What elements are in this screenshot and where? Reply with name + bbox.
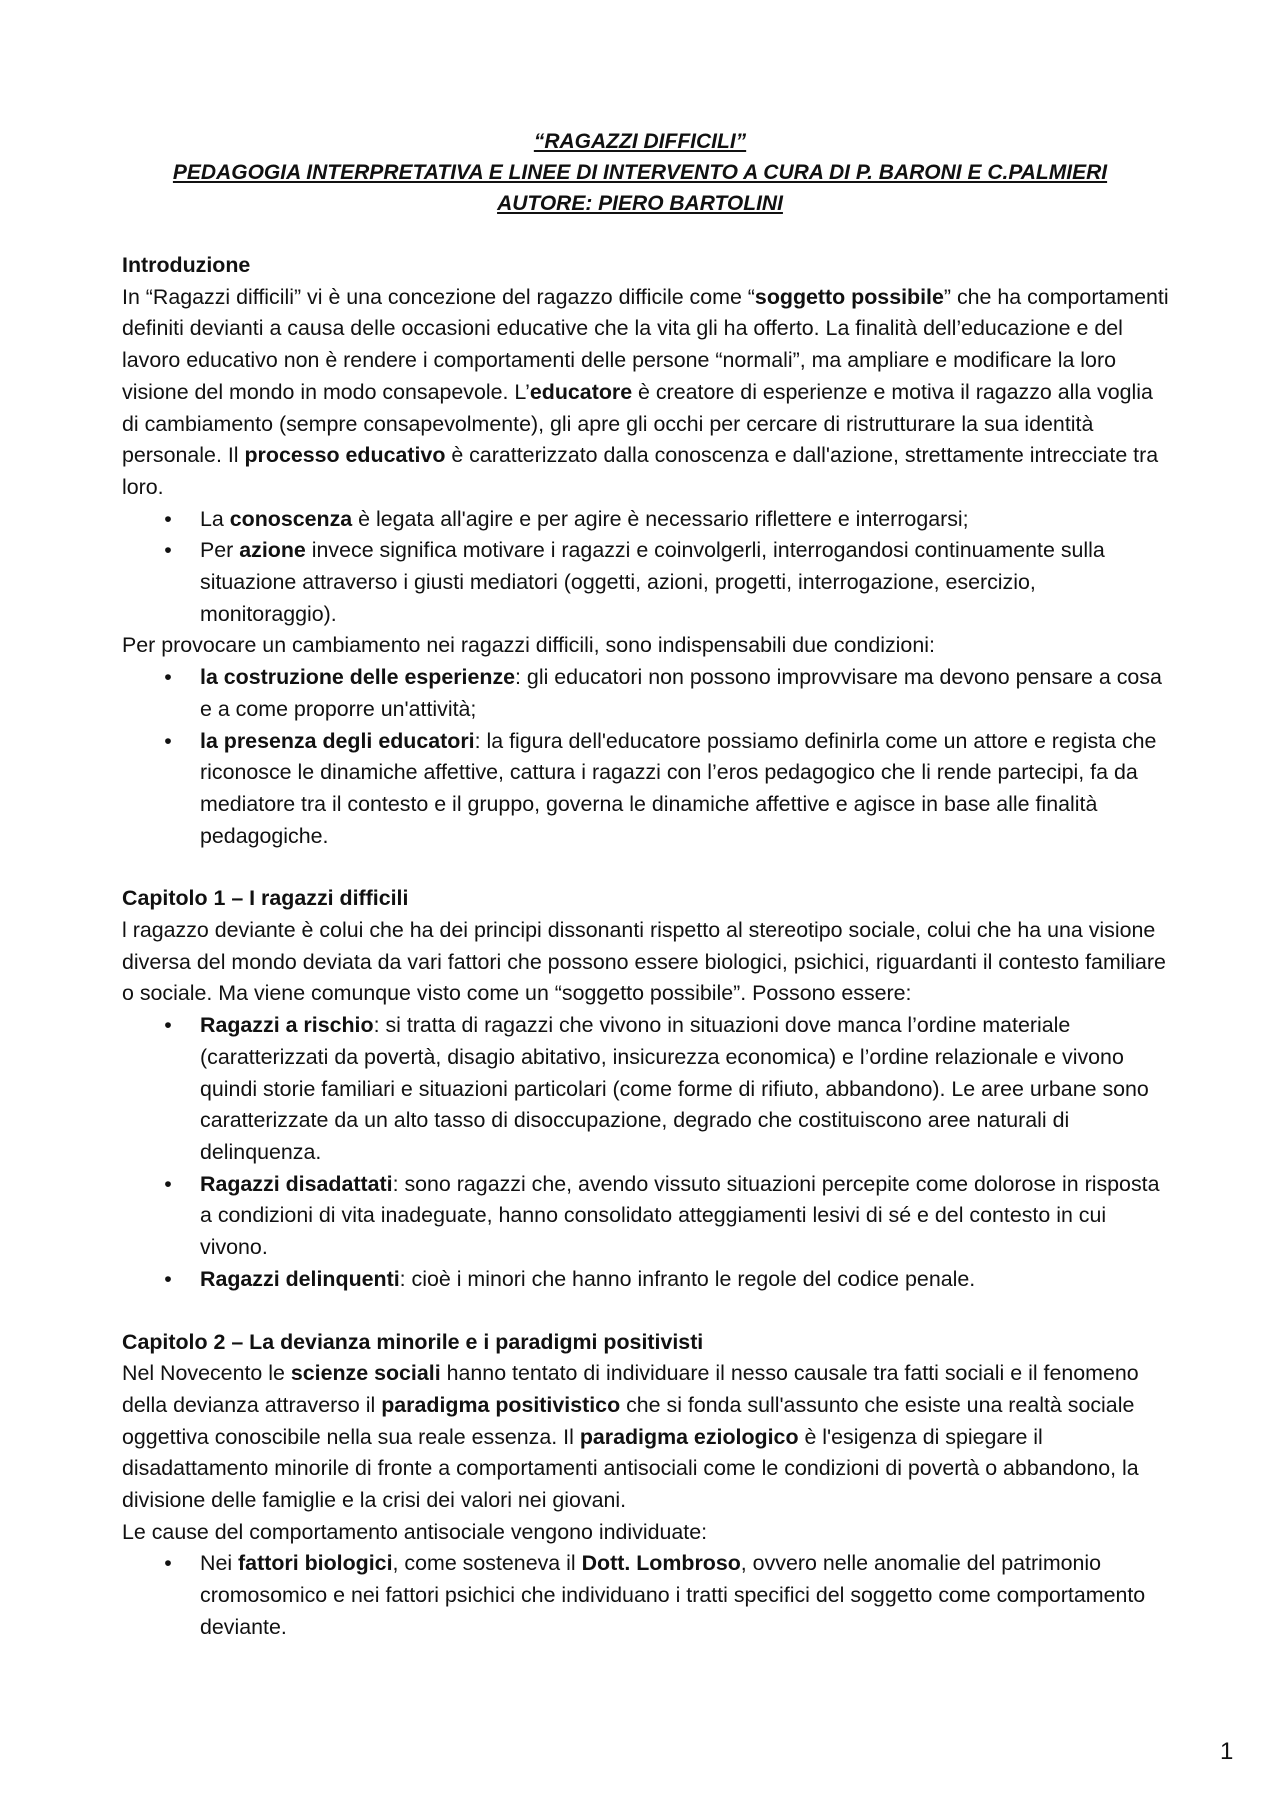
page-number: 1	[1220, 1738, 1234, 1765]
text-run: Nei	[200, 1551, 239, 1576]
bold-term: processo educativo	[244, 443, 446, 468]
list-item	[122, 1169, 1172, 1264]
text-run: , come sosteneva il	[392, 1551, 582, 1576]
text-run: invece significa motivare i ragazzi e coinvolgerli, interrogandosi continuamente sulla situazione attraverso i giusti mediatori (oggetti, azioni, progetti, interrogazione, esercizio, monitoraggio).	[200, 538, 1105, 626]
text-run: In “Ragazzi difficili” vi è una concezione del ragazzo difficile come “	[122, 284, 755, 309]
list-item	[122, 1264, 1172, 1296]
section-heading: Introduzione	[122, 253, 251, 277]
bold-term: educatore	[529, 379, 633, 404]
bullet-icon: •	[164, 1266, 172, 1291]
bold-term: Ragazzi disadattati	[200, 1171, 393, 1196]
bold-term: Ragazzi delinquenti	[200, 1266, 400, 1291]
bullet-icon: •	[164, 1013, 172, 1038]
text-run: : la figura dell'educatore possiamo definirla come un attore e regista che riconosce le dinamiche affettive, cattura i ragazzi con l’eros pedagogico che li rende partecipi, fa da mediatore tra il contesto e il gruppo, governa le dinamiche affettive e agisce in base alle finalità pedagogiche.	[200, 728, 1157, 848]
chapter1-paragraph-1: l ragazzo deviante è colui che ha dei principi dissonanti rispetto al stereotipo sociale, colui che ha una visione diversa del mondo deviata da vari fattori che possono essere biologici, psichici, riguardanti il contesto familiare o sociale. Ma viene comunque visto come un “soggetto possibile”. Possono essere:	[122, 918, 1166, 1006]
chapter1-list	[122, 1010, 1172, 1295]
text-run: Nel Novecento le	[122, 1361, 291, 1386]
bullet-icon: •	[164, 538, 172, 563]
bullet-icon: •	[164, 1551, 172, 1576]
intro-paragraph-1	[122, 282, 1172, 504]
text-run: che si fonda sull'assunto che esiste una realtà sociale oggettiva conoscibile nella sua reale essenza. Il	[122, 1392, 1135, 1449]
bold-term: paradigma eziologico	[579, 1424, 799, 1449]
bold-term: la presenza degli educatori	[200, 728, 475, 753]
text-run: : gli educatori non possono improvvisare ma devono pensare a cosa e a come proporre un'attività;	[200, 665, 1162, 721]
text-run: : cioè i minori che hanno infranto le regole del codice penale.	[399, 1266, 976, 1291]
text-run: è l'esigenza di spiegare il disadattamento minorile di fronte a comportamenti antisociali come le condizioni di povertà o abbandono, la divisione delle famiglie e la crisi dei valori nei giovani.	[122, 1424, 1139, 1513]
bullet-icon: •	[164, 1171, 172, 1196]
intro-list-1	[122, 504, 1172, 631]
chapter2-paragraph-1	[122, 1358, 1172, 1517]
list-item	[122, 662, 1172, 725]
text-run: : sono ragazzi che, avendo vissuto situazioni percepite come dolorose in risposta a condizioni di vita inadeguate, hanno consolidato atteggiamenti lesivi di sé e del contesto in cui vivono.	[200, 1171, 1160, 1260]
bold-term: paradigma positivistico	[381, 1392, 621, 1417]
chapter2-paragraph-2: Le cause del comportamento antisociale vengono individuate:	[122, 1519, 708, 1544]
bullet-icon: •	[164, 665, 172, 690]
list-item	[122, 726, 1172, 853]
section-capitolo-2	[122, 1327, 1172, 1644]
bold-term: azione	[239, 538, 306, 563]
document-title	[0, 126, 1280, 219]
list-item	[122, 1548, 1172, 1643]
list-item	[122, 1010, 1172, 1169]
title-line-1: “RAGAZZI DIFFICILI”	[533, 130, 747, 153]
list-item	[122, 535, 1172, 630]
bold-term: la costruzione delle esperienze	[200, 665, 516, 690]
text-run: è creatore di esperienze e motiva il ragazzo alla voglia di cambiamento (sempre consapevolmente), gli apre gli occhi per cercare di ristrutturare la sua identità personale. Il	[122, 379, 1153, 468]
text-run: è caratterizzato dalla conoscenza e dall'azione, strettamente intrecciate tra loro.	[122, 443, 1159, 499]
bullet-icon: •	[164, 728, 172, 753]
text-run: La	[200, 506, 230, 531]
text-run: Per	[200, 538, 240, 563]
text-run: ” che ha comportamenti definiti devianti a causa delle occasioni educative che la vita gli ha offerto. La finalità dell’educazione e del lavoro educativo non è rendere i comportamenti delle persone “normali”, ma ampliare e modificare la loro visione del mondo in modo consapevole. L’	[122, 284, 1169, 404]
text-run: è legata all'agire e per agire è necessario riflettere e interrogarsi;	[352, 506, 969, 531]
intro-list-2	[122, 662, 1172, 852]
bold-term: soggetto possibile	[754, 284, 944, 309]
list-item	[122, 504, 1172, 536]
section-heading: Capitolo 2 – La devianza minorile e i paradigmi positivisti	[122, 1329, 704, 1354]
section-capitolo-1	[122, 883, 1172, 1295]
bold-term: fattori biologici	[238, 1551, 393, 1576]
text-run: hanno tentato di individuare il nesso causale tra fatti sociali e il fenomeno della devianza attraverso il	[122, 1361, 1139, 1417]
intro-paragraph-2: Per provocare un cambiamento nei ragazzi difficili, sono indispensabili due condizioni:	[122, 633, 935, 658]
document-body	[122, 250, 1172, 1644]
bullet-icon: •	[164, 506, 172, 531]
title-line-2: PEDAGOGIA INTERPRETATIVA E LINEE DI INTERVENTO A CURA DI P. BARONI E C.PALMIERI	[172, 161, 1108, 184]
chapter2-list	[122, 1548, 1172, 1643]
bold-term: scienze sociali	[290, 1361, 441, 1386]
section-introduzione	[122, 250, 1172, 852]
text-run: : si tratta di ragazzi che vivono in situazioni dove manca l’ordine materiale (caratterizzati da povertà, disagio abitativo, insicurezza economica) e l’ordine relazionale e vivono quindi storie familiari e situazioni particolari (come forme di rifiuto, abbandono). Le aree urbane sono caratterizzate da un alto tasso di disoccupazione, degrado che costituiscono aree naturali di delinquenza.	[200, 1013, 1149, 1164]
title-line-3: AUTORE: PIERO BARTOLINI	[497, 192, 783, 215]
bold-term: Ragazzi a rischio	[200, 1013, 374, 1038]
section-heading: Capitolo 1 – I ragazzi difficili	[122, 886, 409, 911]
bold-term: conoscenza	[229, 506, 353, 531]
text-run: , ovvero nelle anomalie del patrimonio cromosomico e nei fattori psichici che individuano i tratti specifici del soggetto come comportamento deviante.	[200, 1551, 1146, 1639]
bold-term: Dott. Lombroso	[581, 1551, 741, 1576]
